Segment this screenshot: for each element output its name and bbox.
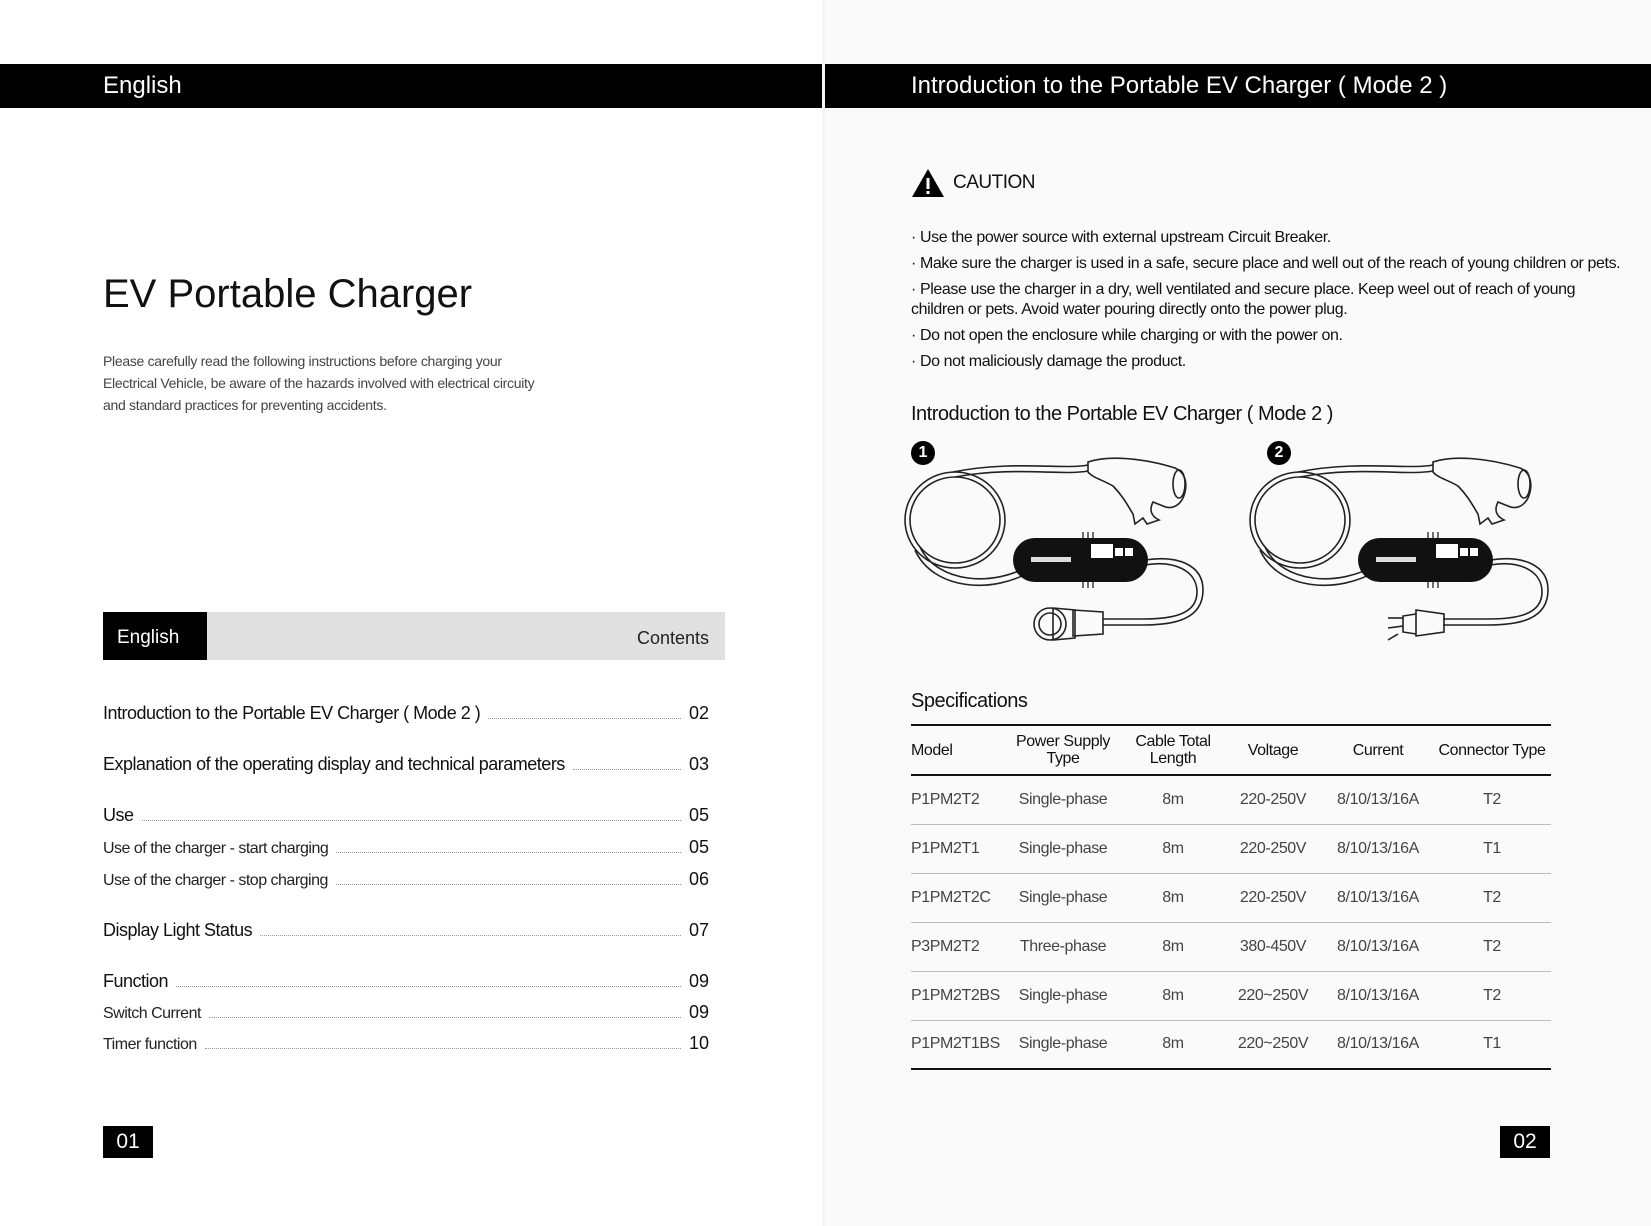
table-row — [911, 1020, 1551, 1069]
warning-triangle-icon — [911, 168, 945, 198]
toc-page-number: 10 — [689, 1033, 710, 1053]
caution-item: · Use the power source with external upstream Circuit Breaker. — [911, 229, 1331, 246]
caution-heading — [911, 168, 1035, 198]
toc-entry[interactable] — [103, 1002, 711, 1023]
column-header: Connector Type — [1438, 741, 1546, 759]
column-header: Current — [1352, 741, 1404, 759]
table-cell: 8m — [1123, 824, 1223, 873]
table-cell: 220~250V — [1223, 1020, 1323, 1069]
toc-entry-title: Use of the charger - stop charging — [103, 872, 328, 889]
table-row — [911, 873, 1551, 922]
toc-leader-dots — [205, 1048, 681, 1049]
intro-line: Electrical Vehicle, be aware of the hazards involved with electrical circuity — [103, 375, 535, 391]
toc-entry-title: Use of the charger - start charging — [103, 840, 329, 857]
table-cell: T2 — [1433, 971, 1551, 1020]
table-cell: 8/10/13/16A — [1323, 824, 1433, 873]
toc-leader-dots — [573, 769, 681, 770]
toc-entry-title: Explanation of the operating display and technical parameters — [103, 754, 565, 774]
page-header: English — [0, 64, 825, 108]
column-header: Voltage — [1247, 741, 1299, 759]
toc-entry[interactable] — [103, 805, 711, 826]
table-cell: Three-phase — [1003, 922, 1123, 971]
table-cell: Single-phase — [1003, 971, 1123, 1020]
toc-entry-title: Use — [103, 805, 134, 825]
toc-page-number: 09 — [689, 971, 710, 991]
table-cell: Single-phase — [1003, 873, 1123, 922]
toc-entry-title: Function — [103, 971, 169, 991]
toc-entry[interactable] — [103, 837, 711, 858]
contents-label: Contents — [636, 628, 709, 648]
table-cell: T2 — [1433, 922, 1551, 971]
toc-leader-dots — [142, 820, 681, 821]
contents-bar — [103, 612, 725, 660]
toc-page-number: 05 — [689, 805, 710, 825]
right-page — [825, 0, 1651, 1226]
toc-leader-dots — [336, 852, 681, 853]
table-cell: 8/10/13/16A — [1323, 1020, 1433, 1069]
table-cell: T1 — [1433, 1020, 1551, 1069]
specifications-table — [911, 724, 1551, 1070]
table-row — [911, 824, 1551, 873]
left-page — [0, 0, 825, 1226]
figure-badge: 2 — [1267, 441, 1291, 465]
table-cell: P1PM2T2 — [911, 775, 1003, 824]
specifications-title: Specifications — [911, 690, 1028, 712]
table-cell: 220-250V — [1223, 824, 1323, 873]
table-row — [911, 775, 1551, 824]
column-header: Power Supply Type — [1016, 733, 1110, 767]
toc-entry[interactable] — [103, 869, 711, 890]
toc-leader-dots — [176, 986, 681, 987]
toc-leader-dots — [260, 935, 681, 936]
table-cell: T2 — [1433, 873, 1551, 922]
toc-leader-dots — [209, 1017, 681, 1018]
table-cell: P1PM2T1BS — [911, 1020, 1003, 1069]
table-cell: P1PM2T1 — [911, 824, 1003, 873]
table-header-row — [911, 725, 1551, 775]
caution-label: CAUTION — [953, 172, 1035, 193]
toc-page-number: 02 — [689, 703, 710, 723]
table-cell: T2 — [1433, 775, 1551, 824]
toc-page-number: 06 — [689, 869, 710, 889]
intro-line: and standard practices for preventing accidents. — [103, 397, 387, 413]
charger-illustration — [1248, 450, 1568, 680]
table-cell: 8/10/13/16A — [1323, 922, 1433, 971]
table-row — [911, 922, 1551, 971]
toc-entry[interactable] — [103, 971, 711, 992]
table-cell: P1PM2T2C — [911, 873, 1003, 922]
caution-item: · Make sure the charger is used in a safe, secure place and well out of the reach of young children or pets. — [911, 255, 1621, 272]
toc-page-number: 09 — [689, 1002, 710, 1022]
caution-item: · Do not maliciously damage the product. — [911, 353, 1186, 370]
table-cell: 380-450V — [1223, 922, 1323, 971]
figure-badge: 1 — [911, 441, 935, 465]
table-cell: 220-250V — [1223, 775, 1323, 824]
table-cell: T1 — [1433, 824, 1551, 873]
table-cell: Single-phase — [1003, 775, 1123, 824]
charger-illustration — [903, 450, 1223, 680]
table-cell: 8m — [1123, 1020, 1223, 1069]
toc-page-number: 05 — [689, 837, 710, 857]
table-cell: 8m — [1123, 873, 1223, 922]
table-cell: P1PM2T2BS — [911, 971, 1003, 1020]
caution-list — [911, 228, 1631, 378]
toc-entry-title: Switch Current — [103, 1005, 201, 1022]
page-header: Introduction to the Portable EV Charger ( Mode 2 ) — [825, 64, 1651, 108]
table-cell: 220-250V — [1223, 873, 1323, 922]
intro-line: Please carefully read the following instructions before charging your — [103, 353, 502, 369]
toc-page-number: 07 — [689, 920, 710, 940]
contents-language-tab: English — [103, 612, 207, 660]
toc-entry[interactable] — [103, 920, 711, 941]
document-title: EV Portable Charger — [103, 272, 473, 316]
toc-entry[interactable] — [103, 754, 711, 775]
toc-page-number: 03 — [689, 754, 710, 774]
table-cell: 8/10/13/16A — [1323, 873, 1433, 922]
caution-item: · Please use the charger in a dry, well ventilated and secure place. Keep weel out of reach of young children or pets. Avoid water pouring directly onto the power plug. — [911, 281, 1576, 318]
toc-leader-dots — [488, 718, 681, 719]
table-cell: 8/10/13/16A — [1323, 971, 1433, 1020]
page-number: 02 — [1500, 1126, 1550, 1158]
table-cell: 8/10/13/16A — [1323, 775, 1433, 824]
table-cell: 8m — [1123, 971, 1223, 1020]
table-cell: 8m — [1123, 922, 1223, 971]
toc-entry-title: Introduction to the Portable EV Charger ( Mode 2 ) — [103, 703, 481, 723]
section-title: Introduction to the Portable EV Charger ( Mode 2 ) — [911, 403, 1333, 425]
table-cell: Single-phase — [1003, 1020, 1123, 1069]
table-cell: Single-phase — [1003, 824, 1123, 873]
table-cell: P3PM2T2 — [911, 922, 1003, 971]
toc-leader-dots — [336, 884, 681, 885]
intro-paragraph — [103, 350, 563, 416]
toc-entry-title: Display Light Status — [103, 920, 253, 940]
toc-entry-title: Timer function — [103, 1036, 197, 1053]
toc-entry[interactable] — [103, 703, 711, 724]
caution-item: · Do not open the enclosure while charging or with the power on. — [911, 327, 1343, 344]
table-cell: 220~250V — [1223, 971, 1323, 1020]
column-header: Cable Total Length — [1135, 733, 1211, 767]
toc-entry[interactable] — [103, 1033, 711, 1054]
table-row — [911, 971, 1551, 1020]
table-cell: 8m — [1123, 775, 1223, 824]
page-number: 01 — [103, 1126, 153, 1158]
column-header: Model — [911, 741, 953, 759]
